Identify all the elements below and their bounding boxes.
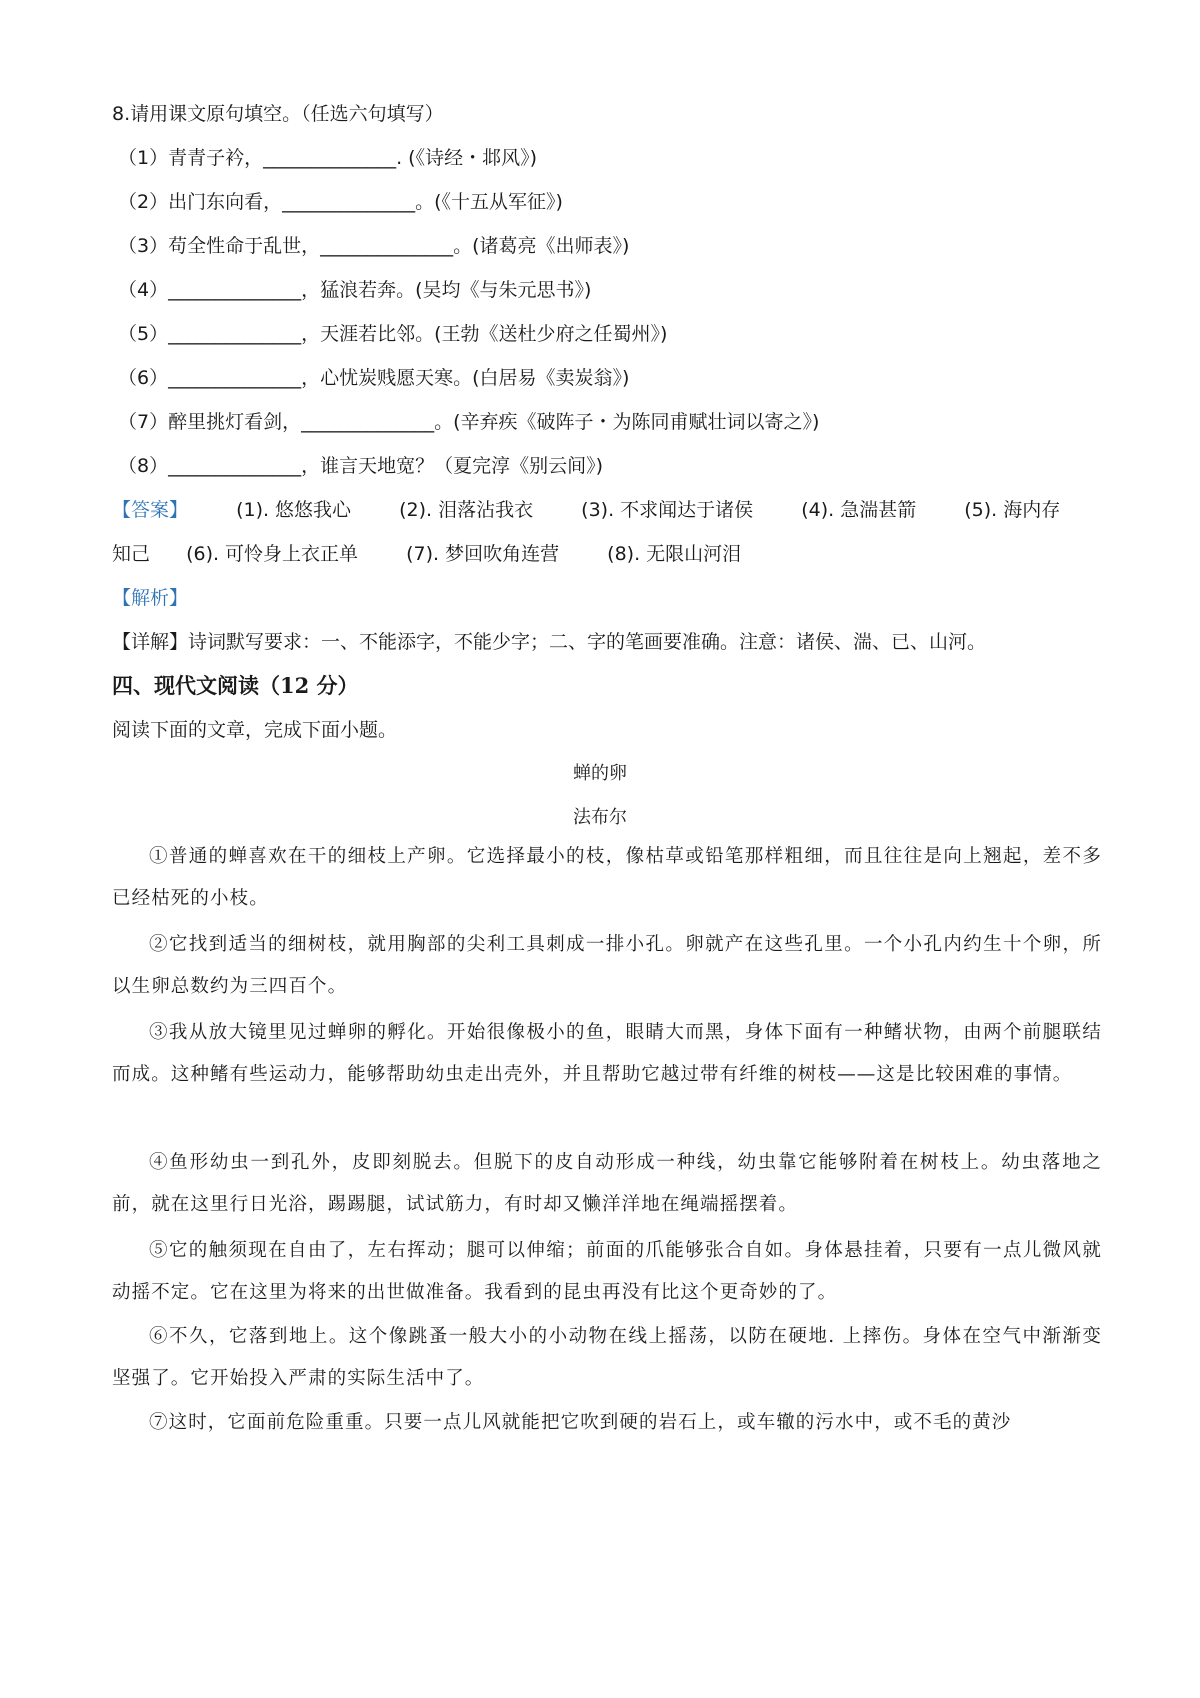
reading-instruction: 阅读下面的文章，完成下面小题。 (112, 719, 398, 741)
paragraph-5: ⑤它的触须现在自由了，左右挥动；腿可以伸缩；前面的爪能够张合自如。身体悬挂着，只要有一点儿微风就动摇不定。它在这里为将来的出世做准备。我看到的昆虫再没有比这个更奇妙的了。 (112, 1240, 1102, 1303)
answer-3: (3). 不求闻达于诸侯 (581, 499, 754, 521)
fill-item-7: （7）醉里挑灯看剑，______________。(辛弃疾《破阵子・为陈同甫赋壮词以寄之》) (118, 411, 820, 433)
answer-5: (5). 海内存 (964, 499, 1061, 521)
paragraph-6: ⑥不久，它落到地上。这个像跳蚤一般大小的小动物在线上摇荡，以防在硬地. 上摔伤。身体在空气中渐渐变坚强了。它开始投入严肃的实际生活中了。 (112, 1326, 1102, 1389)
paragraph-1: ①普通的蝉喜欢在干的细枝上产卵。它选择最小的枝，像枯草或铅笔那样粗细，而且往往是向上翘起，差不多已经枯死的小枝。 (112, 846, 1102, 909)
fill-item-2: （2）出门东向看，______________。(《十五从军征》) (118, 191, 563, 213)
answer-7: (7). 梦回吹角连营 (406, 543, 560, 565)
answer-8: (8). 无限山河泪 (607, 543, 742, 565)
article-author: 法布尔 (573, 807, 627, 828)
answer-row-1 (112, 496, 1060, 524)
answer-1: (1). 悠悠我心 (236, 499, 352, 521)
article-title: 蝉的卵 (573, 763, 627, 784)
question-8-title: 8.请用课文原句填空。（任选六句填写） (112, 103, 444, 125)
fill-item-1: （1）青青子衿，______________. (《诗经・邶风》) (118, 147, 537, 169)
answer-2: (2). 泪落沾我衣 (399, 499, 534, 521)
detail-explanation: 【详解】诗词默写要求：一、不能添字，不能少字；二、字的笔画要准确。注意：诸侯、湍、已、山河。 (112, 631, 987, 653)
answer-4: (4). 急湍甚箭 (801, 499, 917, 521)
answer-row-2 (112, 540, 741, 568)
fill-item-4: （4）______________，猛浪若奔。(吴均《与朱元思书》) (118, 279, 592, 301)
paragraph-3: ③我从放大镜里见过蝉卵的孵化。开始很像极小的鱼，眼睛大而黑，身体下面有一种鳍状物，由两个前腿联结而成。这种鳍有些运动力，能够帮助幼虫走出壳外，并且帮助它越过带有纤维的树枝——这是比较困难的事情。 (112, 1022, 1102, 1085)
analysis-tag: 【解析】 (112, 587, 189, 609)
answer-tag: 【答案】 (112, 499, 189, 521)
paragraph-4: ④鱼形幼虫一到孔外，皮即刻脱去。但脱下的皮自动形成一种线，幼虫靠它能够附着在树枝上。幼虫落地之前，就在这里行日光浴，踢踢腿，试试筋力，有时却又懒洋洋地在绳端摇摆着。 (112, 1152, 1102, 1215)
answer-6: (6). 可怜身上衣正单 (186, 543, 359, 565)
fill-item-6: （6）______________，心忧炭贱愿天寒。(白居易《卖炭翁》) (118, 367, 630, 389)
fill-item-3: （3）苟全性命于乱世，______________。(诸葛亮《出师表》) (118, 235, 630, 257)
fill-item-5: （5）______________，天涯若比邻。(王勃《送杜少府之任蜀州》) (118, 323, 668, 345)
answer-5-cont: 知己 (112, 543, 151, 565)
paragraph-7: ⑦这时，它面前危险重重。只要一点儿风就能把它吹到硬的岩石上，或车辙的污水中，或不毛的黄沙 (149, 1412, 1012, 1433)
paragraph-2: ②它找到适当的细树枝，就用胸部的尖利工具刺成一排小孔。卵就产在这些孔里。一个小孔内约生十个卵，所以生卵总数约为三四百个。 (112, 934, 1102, 997)
section-heading: 四、现代文阅读（12 分） (112, 673, 359, 698)
fill-item-8: （8）______________，谁言天地宽？（夏完淳《别云间》) (118, 455, 604, 477)
